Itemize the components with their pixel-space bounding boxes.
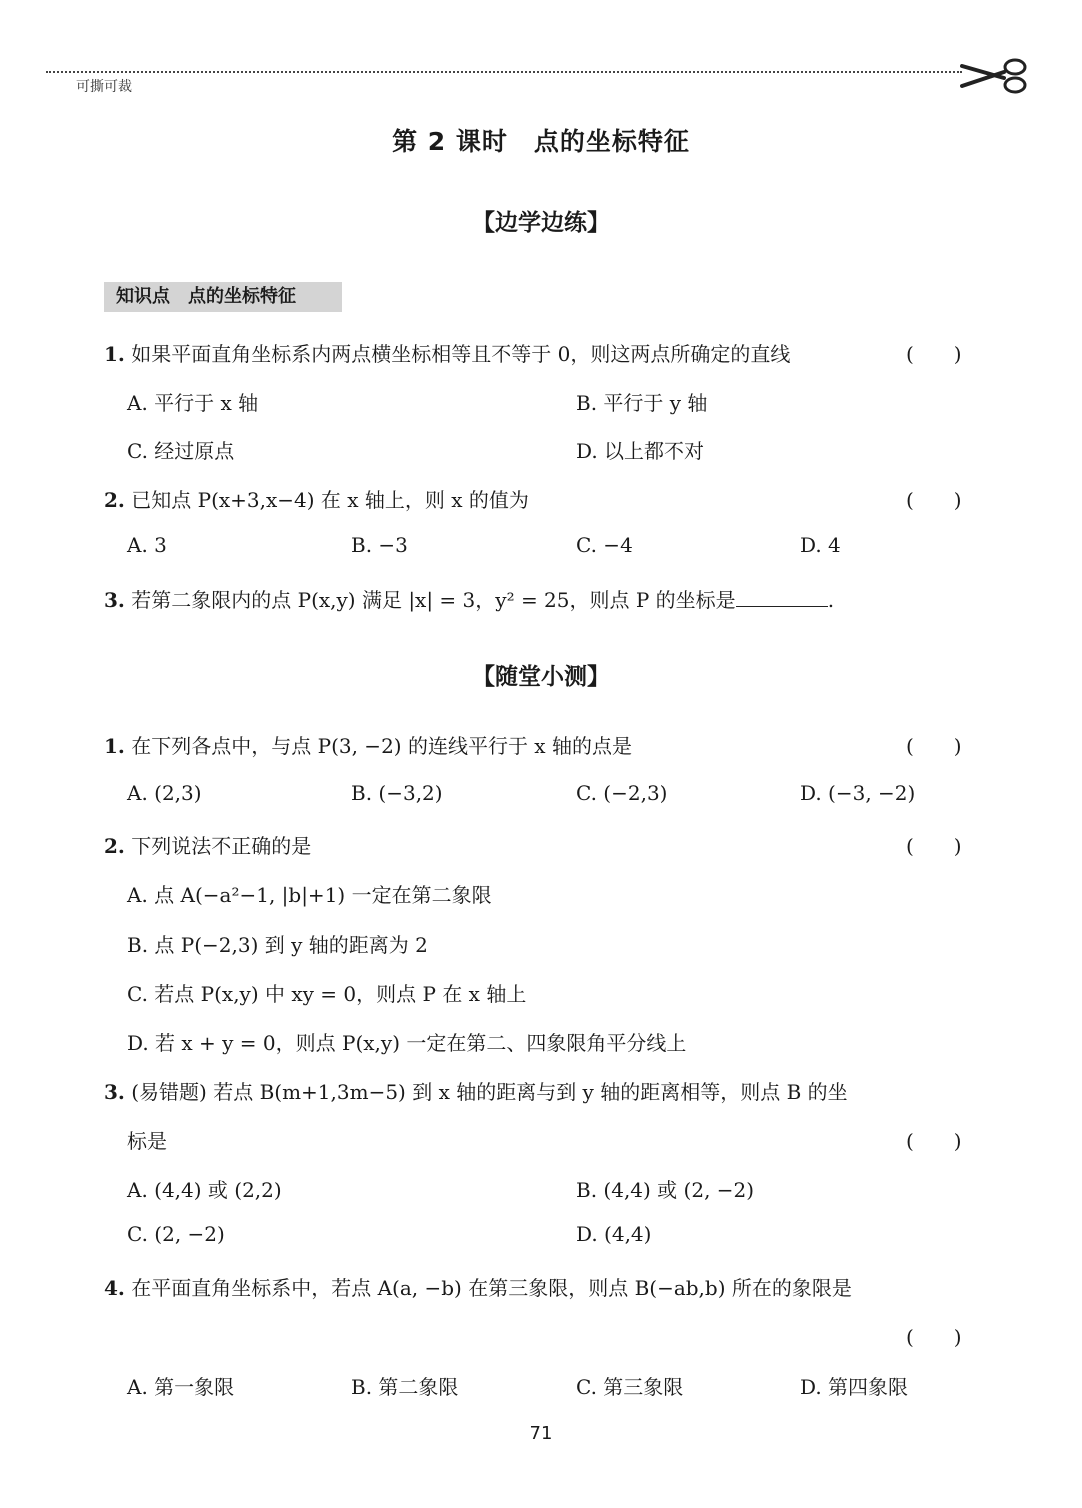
option-b: B. 点 P(−2,3) 到 y 轴的距离为 2 [127,933,428,957]
section-heading-practice: 【边学边练】 [472,210,610,236]
answer-paren: ( ) [906,734,962,758]
question-text: 3. (易错题) 若点 B(m+1,3m−5) 到 x 轴的距离与到 y 轴的距离相等，则点 B 的坐 [104,1080,848,1104]
option-b: B. (4,4) 或 (2, −2) [576,1178,755,1202]
scissors-icon [960,58,1028,94]
answer-paren: ( ) [906,1325,962,1349]
section-heading-quiz: 【随堂小测】 [472,664,610,690]
option-b: B. 第二象限 [351,1375,459,1399]
answer-paren: ( ) [906,834,962,858]
option-b: B. (−3,2) [351,781,443,805]
option-a: A. 平行于 x 轴 [127,391,259,415]
option-d: D. (−3, −2) [800,781,916,805]
answer-paren: ( ) [906,1129,962,1153]
option-a: A. (4,4) 或 (2,2) [127,1178,282,1202]
option-d: D. 第四象限 [800,1375,909,1399]
question-text: 1. 如果平面直角坐标系内两点横坐标相等且不等于 0，则这两点所确定的直线 [104,342,791,366]
question-text: 1. 在下列各点中，与点 P(3, −2) 的连线平行于 x 轴的点是 [104,734,632,758]
option-c: C. 第三象限 [576,1375,684,1399]
knowledge-point-banner: 知识点 点的坐标特征 [104,282,342,312]
question-text: 3. 若第二象限内的点 P(x,y) 满足 |x| = 3，y² = 25，则点 P 的坐标是 . [104,588,835,612]
option-c: C. −4 [576,533,633,557]
cut-line [46,71,962,73]
option-a: A. 第一象限 [127,1375,235,1399]
option-c: C. 经过原点 [127,439,235,463]
page-number: 71 [529,1423,553,1444]
option-d: D. 4 [800,533,841,557]
answer-blank[interactable] [736,588,828,607]
option-c: C. (2, −2) [127,1222,225,1246]
option-d: D. (4,4) [576,1222,652,1246]
page-title: 第 2 课时 点的坐标特征 [392,127,690,156]
answer-paren: ( ) [906,488,962,512]
option-d: D. 若 x + y = 0，则点 P(x,y) 一定在第二、四象限角平分线上 [127,1031,687,1055]
option-c: C. 若点 P(x,y) 中 xy = 0，则点 P 在 x 轴上 [127,982,527,1006]
question-text-continued: 标是 [127,1129,167,1153]
option-c: C. (−2,3) [576,781,668,805]
question-text: 2. 下列说法不正确的是 [104,834,312,858]
answer-paren: ( ) [906,342,962,366]
question-text: 4. 在平面直角坐标系中，若点 A(a, −b) 在第三象限，则点 B(−ab,b) 所在的象限是 [104,1276,852,1300]
option-a: A. 3 [127,533,167,557]
option-a: A. (2,3) [127,781,202,805]
option-d: D. 以上都不对 [576,439,705,463]
question-text: 2. 已知点 P(x+3,x−4) 在 x 轴上，则 x 的值为 [104,488,529,512]
option-a: A. 点 A(−a²−1, |b|+1) 一定在第二象限 [127,883,492,907]
cut-hint-text: 可撕可裁 [76,79,132,95]
option-b: B. −3 [351,533,408,557]
option-b: B. 平行于 y 轴 [576,391,708,415]
